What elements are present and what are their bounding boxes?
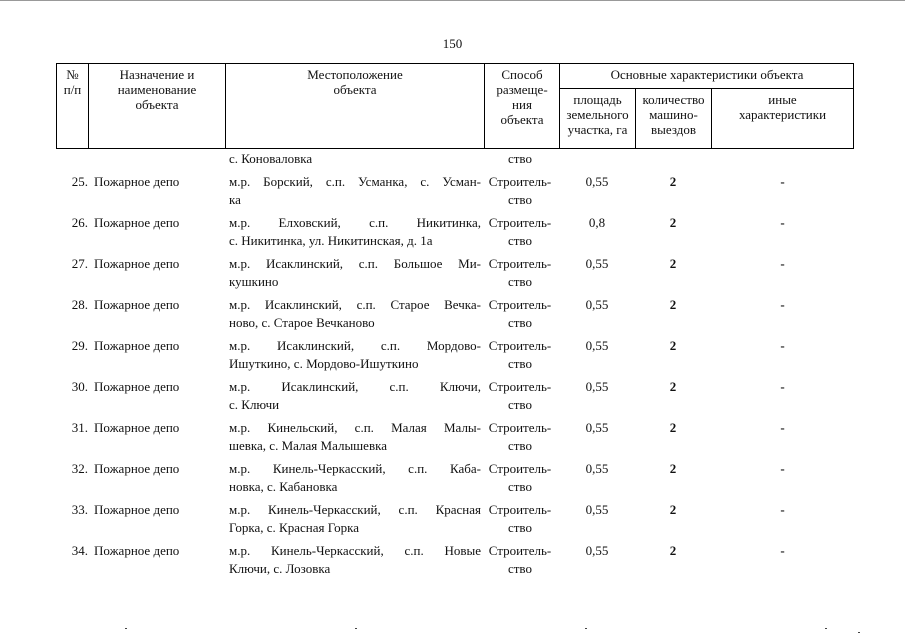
row-number: 32. (71, 461, 88, 476)
table-row (56, 173, 854, 213)
row-name: Пожарное депо (94, 543, 180, 558)
row-other: - (780, 420, 785, 435)
row-number: 26. (71, 215, 88, 230)
row-location-line: м.р. Кинель-Черкасский, с.п. Каба- (229, 461, 481, 476)
scan-speck (355, 628, 357, 629)
row-area: 0,55 (585, 174, 609, 189)
row-method-line: ство (507, 233, 532, 248)
row-area: 0,55 (585, 256, 609, 271)
row-method (484, 460, 556, 496)
header-location (226, 67, 484, 97)
row-location (229, 378, 481, 414)
header-num-line: п/п (63, 82, 82, 97)
row-other: - (780, 338, 785, 353)
row-number: 27. (71, 256, 88, 271)
row-other: - (780, 256, 785, 271)
row-number: 31. (71, 420, 88, 435)
row-cars: 2 (669, 215, 677, 230)
table-row (56, 419, 854, 459)
header-other (712, 92, 853, 122)
header-area (560, 92, 635, 137)
row-cars: 2 (669, 297, 677, 312)
table-row (56, 255, 854, 295)
header-other-line: характеристики (738, 107, 827, 122)
table-row (56, 337, 854, 377)
row-method-line: ство (507, 438, 532, 453)
row-area: 0,55 (585, 461, 609, 476)
row-location-line: м.р. Кинель-Черкасский, с.п. Красная (229, 502, 481, 517)
row-method (484, 378, 556, 414)
row-name: Пожарное депо (94, 256, 180, 271)
row-cars: 2 (669, 461, 677, 476)
header-method-line: размеще- (496, 82, 548, 97)
row-cars: 2 (669, 502, 677, 517)
row-name: Пожарное депо (94, 174, 180, 189)
continuation-method: ство (507, 151, 532, 166)
header-num-line: № (66, 67, 79, 82)
row-name: Пожарное депо (94, 461, 180, 476)
row-method-line: Строитель- (488, 174, 552, 189)
row-location-line: новка, с. Кабановка (229, 479, 338, 494)
row-area: 0,55 (585, 420, 609, 435)
scan-speck (125, 628, 127, 629)
row-location-line: м.р. Исаклинский, с.п. Большое Ми- (229, 256, 481, 271)
header-area-line: земельного (566, 107, 629, 122)
row-name: Пожарное депо (94, 338, 180, 353)
row-name: Пожарное депо (94, 215, 180, 230)
row-location (229, 542, 481, 578)
row-area: 0,55 (585, 543, 609, 558)
row-other: - (780, 174, 785, 189)
row-location-line: ка (229, 192, 241, 207)
header-subdivider (559, 88, 854, 89)
row-location-line: м.р. Исаклинский, с.п. Старое Вечка- (229, 297, 481, 312)
table-row (56, 214, 854, 254)
scan-speck (858, 632, 860, 633)
header-cars-line: выездов (651, 122, 696, 137)
row-cars: 2 (669, 174, 677, 189)
header-area-line: участка, га (567, 122, 628, 137)
header-border-top (56, 63, 854, 64)
row-method-line: ство (507, 479, 532, 494)
row-location-line: м.р. Кинель-Черкасский, с.п. Новые (229, 543, 481, 558)
row-area: 0,8 (588, 215, 606, 230)
row-cars: 2 (669, 338, 677, 353)
row-area: 0,55 (585, 297, 609, 312)
page-number: 150 (442, 36, 463, 51)
row-number: 28. (71, 297, 88, 312)
row-location-line: м.р. Борский, с.п. Усманка, с. Усман- (229, 174, 481, 189)
row-location-line: с. Ключи (229, 397, 280, 412)
row-method-line: ство (507, 274, 532, 289)
row-name: Пожарное депо (94, 379, 180, 394)
row-location-line: м.р. Елховский, с.п. Никитинка, (229, 215, 481, 230)
row-method (484, 173, 556, 209)
row-cars: 2 (669, 256, 677, 271)
row-location-line: шевка, с. Малая Малышевка (229, 438, 387, 453)
row-number: 33. (71, 502, 88, 517)
header-method-line: объекта (500, 112, 544, 127)
row-method-line: Строитель- (488, 543, 552, 558)
row-location (229, 419, 481, 455)
row-method (484, 296, 556, 332)
continuation-location: с. Коноваловка (229, 151, 313, 166)
header-name-line: объекта (135, 97, 179, 112)
header-area-line: площадь (573, 92, 622, 107)
header-name-line: наименование (117, 82, 197, 97)
row-location (229, 173, 481, 209)
row-method-line: Строитель- (488, 461, 552, 476)
row-method (484, 542, 556, 578)
row-number: 30. (71, 379, 88, 394)
row-location-line: ново, с. Старое Вечканово (229, 315, 375, 330)
row-location-line: м.р. Кинельский, с.п. Малая Малы- (229, 420, 481, 435)
table-row (56, 542, 854, 582)
header-border-bottom (56, 148, 854, 149)
scan-speck (825, 628, 827, 629)
row-other: - (780, 215, 785, 230)
row-name: Пожарное депо (94, 502, 180, 517)
row-number: 29. (71, 338, 88, 353)
row-method-line: ство (507, 315, 532, 330)
table-row-continuation (56, 150, 854, 168)
row-location-line: м.р. Исаклинский, с.п. Ключи, (229, 379, 481, 394)
row-location-line: Ишуткино, с. Мордово-Ишуткино (229, 356, 419, 371)
row-method-line: Строитель- (488, 338, 552, 353)
header-method-line: ния (512, 97, 532, 112)
row-other: - (780, 543, 785, 558)
row-method-line: ство (507, 397, 532, 412)
row-method-line: Строитель- (488, 502, 552, 517)
header-location-line: Местоположение (307, 67, 403, 82)
table-header (56, 63, 854, 149)
table-row (56, 460, 854, 500)
table-row (56, 501, 854, 541)
row-method-line: ство (507, 356, 532, 371)
row-location (229, 296, 481, 332)
row-method-line: Строитель- (488, 379, 552, 394)
row-other: - (780, 297, 785, 312)
header-name-line: Назначение и (119, 67, 195, 82)
header-cars-line: машино- (649, 107, 698, 122)
row-method-line: ство (507, 192, 532, 207)
row-cars: 2 (669, 543, 677, 558)
row-other: - (780, 461, 785, 476)
row-method (484, 214, 556, 250)
row-method (484, 419, 556, 455)
row-cars: 2 (669, 379, 677, 394)
row-location (229, 337, 481, 373)
row-other: - (780, 502, 785, 517)
row-location-line: м.р. Исаклинский, с.п. Мордово- (229, 338, 481, 353)
row-method (484, 337, 556, 373)
row-location (229, 255, 481, 291)
page-top-edge (0, 0, 905, 1)
scan-speck (585, 628, 587, 629)
row-location-line: Ключи, с. Лозовка (229, 561, 331, 576)
header-cars (636, 92, 711, 137)
row-number: 34. (71, 543, 88, 558)
header-method-line: Способ (501, 67, 543, 82)
row-method-line: ство (507, 561, 532, 576)
row-method-line: Строитель- (488, 420, 552, 435)
header-cars-line: количество (642, 92, 705, 107)
table-row (56, 378, 854, 418)
row-method (484, 255, 556, 291)
row-area: 0,55 (585, 379, 609, 394)
row-method-line: Строитель- (488, 215, 552, 230)
row-method (484, 501, 556, 537)
row-name: Пожарное депо (94, 420, 180, 435)
table-row (56, 296, 854, 336)
row-location-line: кушкино (229, 274, 279, 289)
header-name (89, 67, 225, 112)
row-cars: 2 (669, 420, 677, 435)
header-method (485, 67, 559, 127)
header-other-line: иные (768, 92, 797, 107)
row-name: Пожарное депо (94, 297, 180, 312)
header-location-line: объекта (333, 82, 377, 97)
row-method-line: Строитель- (488, 256, 552, 271)
row-area: 0,55 (585, 502, 609, 517)
row-location (229, 214, 481, 250)
row-location-line: Горка, с. Красная Горка (229, 520, 359, 535)
row-other: - (780, 379, 785, 394)
row-location (229, 460, 481, 496)
row-method-line: Строитель- (488, 297, 552, 312)
row-area: 0,55 (585, 338, 609, 353)
header-main: Основные характеристики объекта (610, 67, 804, 82)
row-location (229, 501, 481, 537)
header-num (57, 67, 88, 97)
row-location-line: с. Никитинка, ул. Никитинская, д. 1а (229, 233, 433, 248)
row-method-line: ство (507, 520, 532, 535)
row-number: 25. (71, 174, 88, 189)
